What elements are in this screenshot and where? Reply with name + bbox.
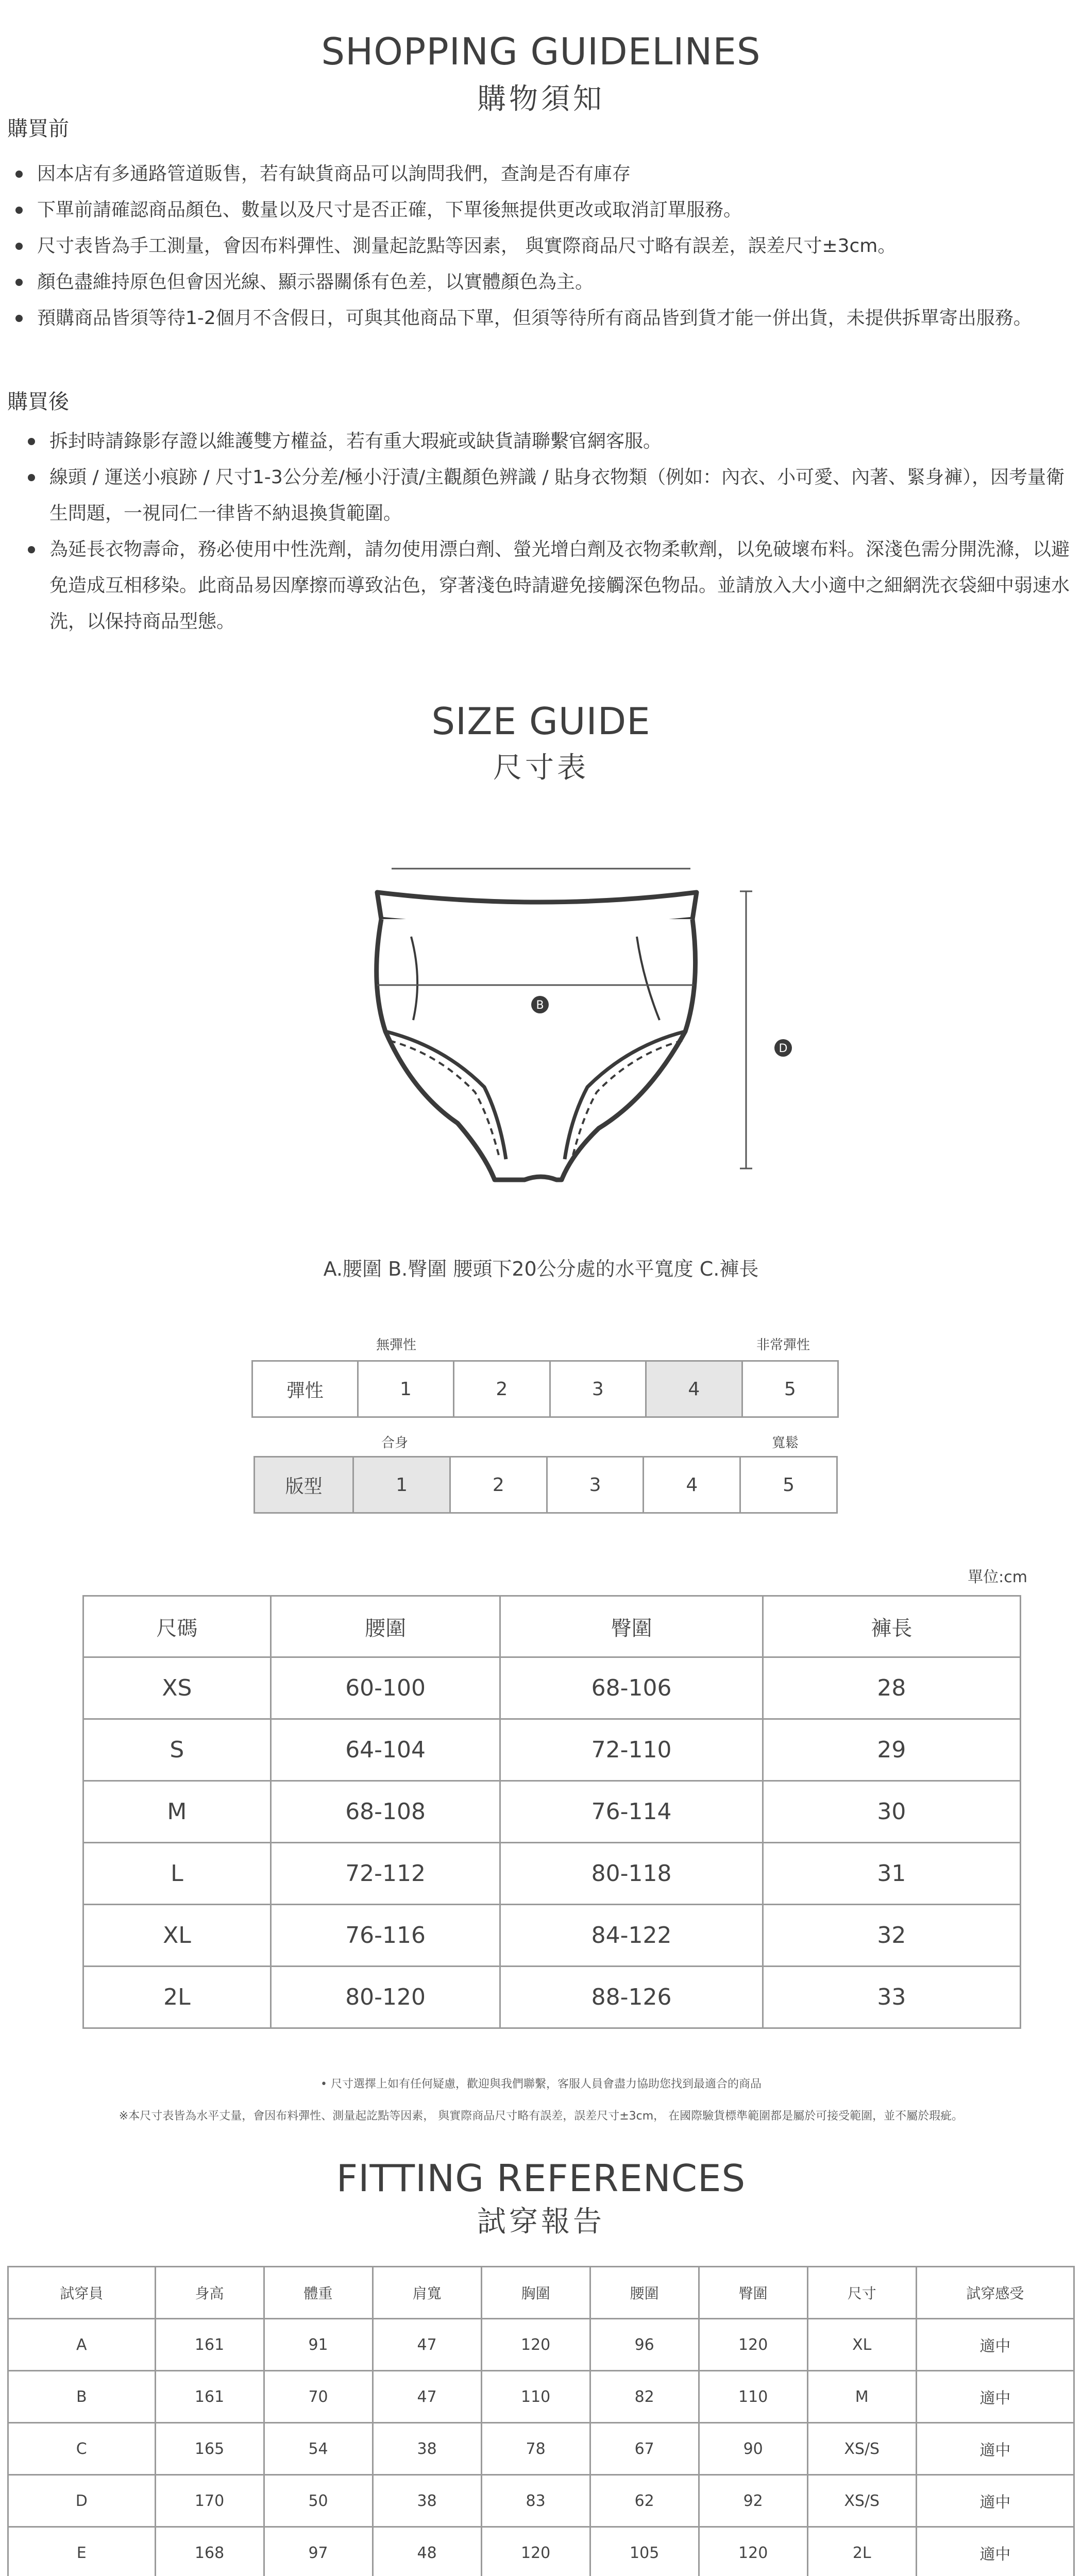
fitting-table: [7, 2266, 1075, 2576]
elasticity-1: 1: [358, 1361, 453, 1417]
table-header-row: [83, 1596, 1021, 1657]
waist-cell: 105: [590, 2527, 699, 2576]
tester-cell: A: [8, 2319, 156, 2371]
marker-b-label: B: [536, 999, 544, 1012]
length-cell: 30: [763, 1781, 1020, 1843]
column-header: 胸圍: [481, 2267, 590, 2319]
waist-cell: 96: [590, 2319, 699, 2371]
elasticity-2: 2: [454, 1361, 550, 1417]
before-purchase-list: [8, 156, 1074, 336]
fitting-title-zh: 試穿報告: [477, 2205, 605, 2239]
waist-cell: 62: [590, 2475, 699, 2527]
elasticity-row-label: 彈性: [252, 1361, 358, 1417]
table-row: [83, 1781, 1021, 1843]
list-item: 下單前請確認商品顏色、數量以及尺寸是否正確，下單後無提供更改或取消訂單服務。: [8, 192, 1074, 228]
before-purchase-heading: 購買前: [7, 117, 69, 141]
waist-cell: 64-104: [270, 1719, 500, 1781]
height-cell: 170: [155, 2475, 264, 2527]
chest-cell: 120: [481, 2319, 590, 2371]
chest-cell: 83: [481, 2475, 590, 2527]
table-row: [83, 1905, 1021, 1967]
length-cell: 31: [763, 1843, 1020, 1905]
waist-cell: 72-112: [270, 1843, 500, 1905]
length-cell: 28: [763, 1657, 1020, 1719]
column-header: 試穿員: [8, 2267, 156, 2319]
hip-cell: 80-118: [500, 1843, 763, 1905]
size-cell: M: [83, 1781, 271, 1843]
elasticity-scale: [251, 1360, 839, 1418]
height-cell: 165: [155, 2423, 264, 2475]
column-header: 體重: [264, 2267, 373, 2319]
weight-cell: 97: [264, 2527, 373, 2576]
weight-cell: 54: [264, 2423, 373, 2475]
feel-cell: 適中: [916, 2423, 1074, 2475]
height-cell: 161: [155, 2319, 264, 2371]
list-item: 線頭 / 運送小痕跡 / 尺寸1-3公分差/極小汙漬/主觀顏色辨識 / 貼身衣物類（例如：內衣、小可愛、內著、緊身褲），因考量衛生問題，一視同仁一律皆不納退換貨範圍。: [21, 460, 1077, 532]
feel-cell: 適中: [916, 2371, 1074, 2423]
tester-cell: C: [8, 2423, 156, 2475]
measurement-caption: A.腰圍 B.臀圍 腰頭下20公分處的水平寬度 C.褲長: [323, 1258, 759, 1280]
length-cell: 32: [763, 1905, 1020, 1967]
size-cell: S: [83, 1719, 271, 1781]
weight-cell: 50: [264, 2475, 373, 2527]
size-cell: 2L: [807, 2527, 916, 2576]
fit-row-label: 版型: [255, 1457, 353, 1513]
size-cell: XS/S: [807, 2423, 916, 2475]
shoulder-cell: 38: [373, 2475, 481, 2527]
size-guide-title-zh: 尺寸表: [493, 751, 589, 785]
hip-cell: 76-114: [500, 1781, 763, 1843]
waist-cell: 82: [590, 2371, 699, 2423]
table-row: [83, 1719, 1021, 1781]
fit-2: 2: [450, 1457, 547, 1513]
list-item: 預購商品皆須等待1-2個月不含假日，可與其他商品下單，但須等待所有商品皆到貨才能一併出貨，未提供拆單寄出服務。: [8, 300, 1074, 336]
size-note-contact: • 尺寸選擇上如有任何疑慮，歡迎與我們聯繫，客服人員會盡力協助您找到最適合的商品: [320, 2078, 762, 2091]
hip-cell: 90: [699, 2423, 807, 2475]
column-header: 臀圍: [500, 1596, 763, 1657]
length-cell: 29: [763, 1719, 1020, 1781]
column-header: 尺碼: [83, 1596, 271, 1657]
size-cell: XS/S: [807, 2475, 916, 2527]
column-header: 試穿感受: [916, 2267, 1074, 2319]
shoulder-cell: 47: [373, 2319, 481, 2371]
hip-cell: 68-106: [500, 1657, 763, 1719]
briefs-outline: [377, 919, 696, 1180]
hip-cell: 84-122: [500, 1905, 763, 1967]
table-row: [8, 2527, 1074, 2576]
list-item: 因本店有多通路管道販售，若有缺貨商品可以詢問我們，查詢是否有庫存: [8, 156, 1074, 192]
weight-cell: 70: [264, 2371, 373, 2423]
shoulder-cell: 48: [373, 2527, 481, 2576]
size-guide-title-en: SIZE GUIDE: [431, 700, 651, 743]
height-cell: 161: [155, 2371, 264, 2423]
table-row: [8, 2423, 1074, 2475]
column-header: 腰圍: [270, 1596, 500, 1657]
waist-cell: 80-120: [270, 1967, 500, 2028]
tester-cell: E: [8, 2527, 156, 2576]
size-cell: XL: [807, 2319, 916, 2371]
column-header: 身高: [155, 2267, 264, 2319]
length-cell: 33: [763, 1967, 1020, 2028]
height-cell: 168: [155, 2527, 264, 2576]
after-purchase-heading: 購買後: [7, 390, 69, 414]
feel-cell: 適中: [916, 2319, 1074, 2371]
elasticity-4-selected: 4: [646, 1361, 742, 1417]
hip-cell: 88-126: [500, 1967, 763, 2028]
hip-cell: 110: [699, 2371, 807, 2423]
fit-scale: [253, 1456, 838, 1514]
fit-loose-label: 寬鬆: [772, 1435, 799, 1451]
table-row: [8, 2475, 1074, 2527]
size-cell: L: [83, 1843, 271, 1905]
elasticity-high-label: 非常彈性: [756, 1337, 810, 1353]
fit-3: 3: [547, 1457, 644, 1513]
elasticity-5: 5: [742, 1361, 838, 1417]
fit-1-selected: 1: [353, 1457, 450, 1513]
table-row: [83, 1657, 1021, 1719]
weight-cell: 91: [264, 2319, 373, 2371]
size-cell: 2L: [83, 1967, 271, 2028]
fitting-title-en: FITTING REFERENCES: [336, 2157, 746, 2200]
feel-cell: 適中: [916, 2527, 1074, 2576]
fit-5: 5: [740, 1457, 837, 1513]
table-row: [8, 2371, 1074, 2423]
waist-cell: 60-100: [270, 1657, 500, 1719]
unit-label: 單位:cm: [968, 1568, 1027, 1586]
shopping-title-en: SHOPPING GUIDELINES: [321, 30, 761, 73]
shopping-title-zh: 購物須知: [477, 82, 605, 116]
list-item: 顏色盡維持原色但會因光線、顯示器關係有色差，以實體顏色為主。: [8, 264, 1074, 300]
shoulder-cell: 38: [373, 2423, 481, 2475]
elasticity-3: 3: [550, 1361, 646, 1417]
list-item: 為延長衣物壽命，務必使用中性洗劑，請勿使用漂白劑、螢光增白劑及衣物柔軟劑，以免破壞布料。深淺色需分開洗滌，以避免造成互相移染。此商品易因摩擦而導致沾色，穿著淺色時請避免接觸深色物品。並請放入大小適中之細網洗衣袋細中弱速水洗，以保持商品型態。: [21, 532, 1077, 640]
table-header-row: [8, 2267, 1074, 2319]
waist-cell: 68-108: [270, 1781, 500, 1843]
table-row: [83, 1967, 1021, 2028]
elasticity-low-label: 無彈性: [376, 1337, 417, 1353]
column-header: 腰圍: [590, 2267, 699, 2319]
column-header: 尺寸: [807, 2267, 916, 2319]
feel-cell: 適中: [916, 2475, 1074, 2527]
size-cell: M: [807, 2371, 916, 2423]
chest-cell: 110: [481, 2371, 590, 2423]
size-table: [82, 1595, 1021, 2029]
table-row: [8, 2319, 1074, 2371]
hip-cell: 92: [699, 2475, 807, 2527]
tester-cell: B: [8, 2371, 156, 2423]
column-header: 臀圍: [699, 2267, 807, 2319]
hip-cell: 72-110: [500, 1719, 763, 1781]
after-purchase-list: [21, 423, 1077, 640]
size-cell: XS: [83, 1657, 271, 1719]
column-header: 褲長: [763, 1596, 1020, 1657]
waist-cell: 67: [590, 2423, 699, 2475]
column-header: 肩寬: [373, 2267, 481, 2319]
chest-cell: 78: [481, 2423, 590, 2475]
marker-d-label: D: [779, 1042, 788, 1055]
tester-cell: D: [8, 2475, 156, 2527]
fit-tight-label: 合身: [381, 1435, 409, 1451]
hip-cell: 120: [699, 2319, 807, 2371]
briefs-diagram: [330, 850, 804, 1190]
table-row: [83, 1843, 1021, 1905]
chest-cell: 120: [481, 2527, 590, 2576]
fit-4: 4: [644, 1457, 740, 1513]
size-note-tolerance: ※本尺寸表皆為水平丈量，會因布料彈性、測量起訖點等因素， 與實際商品尺寸略有誤差，誤差尺寸±3cm， 在國際驗貨標準範圍都是屬於可接受範圍，並不屬於瑕疵。: [119, 2110, 963, 2123]
hip-cell: 120: [699, 2527, 807, 2576]
list-item: 尺寸表皆為手工測量，會因布料彈性、測量起訖點等因素， 與實際商品尺寸略有誤差，誤差尺寸±3cm。: [8, 228, 1074, 264]
size-cell: XL: [83, 1905, 271, 1967]
list-item: 拆封時請錄影存證以維護雙方權益，若有重大瑕疵或缺貨請聯繫官網客服。: [21, 423, 1077, 460]
waist-cell: 76-116: [270, 1905, 500, 1967]
shoulder-cell: 47: [373, 2371, 481, 2423]
